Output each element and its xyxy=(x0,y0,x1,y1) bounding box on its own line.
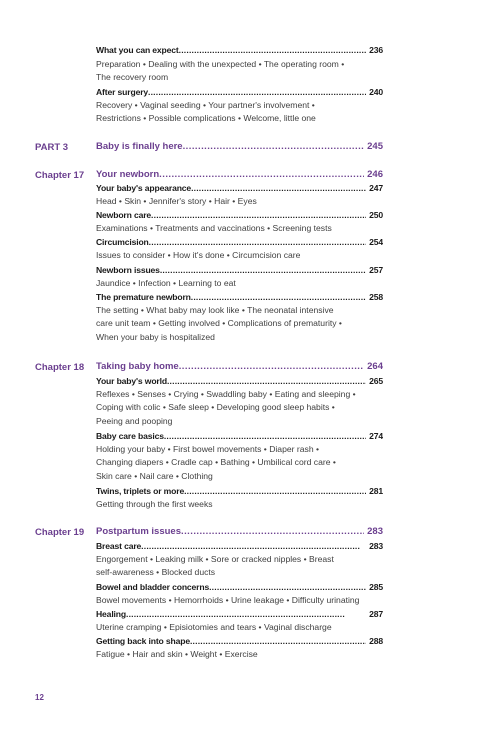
toc-subtopics xyxy=(96,498,386,511)
toc-section[interactable] xyxy=(96,209,383,221)
toc-section-title: Bowel and bladder concerns xyxy=(96,582,210,592)
toc-page-number: 257 xyxy=(369,265,383,275)
toc-section-title: What you can expect xyxy=(96,45,179,55)
leader-dots xyxy=(149,236,366,248)
leader-dots xyxy=(181,526,364,538)
toc-section[interactable] xyxy=(96,182,383,194)
leader-dots xyxy=(164,430,366,442)
toc-subtopics xyxy=(96,304,386,344)
chapter-label: Chapter 19 xyxy=(35,527,85,538)
toc-chapter-entry[interactable] xyxy=(96,361,383,373)
toc-subtopic-line: self-awareness • Blocked ducts xyxy=(96,567,216,578)
toc-subtopic-line: Uterine cramping • Episiotomies and tears • Vaginal discharge xyxy=(96,622,332,632)
toc-subtopics xyxy=(96,58,386,85)
toc-subtopics xyxy=(96,443,386,483)
toc-chapter-entry[interactable] xyxy=(96,169,383,181)
toc-section-title: Twins, triplets or more xyxy=(96,486,185,496)
toc-chapter-entry[interactable] xyxy=(96,526,383,538)
toc-section-title: Your baby's world xyxy=(96,376,167,386)
toc-subtopic-line: Peeing and pooping xyxy=(96,415,173,426)
toc-page-number: 265 xyxy=(369,376,383,386)
toc-subtopic-line: Recovery • Vaginal seeding • Your partner's involvement • xyxy=(96,100,315,110)
leader-dots xyxy=(191,291,366,303)
toc-page-number: 287 xyxy=(369,609,383,619)
toc-page-number: 247 xyxy=(369,183,383,193)
toc-section[interactable] xyxy=(96,581,383,593)
toc-subtopic-line: Holding your baby • First bowel movements • Diaper rash • xyxy=(96,444,320,454)
leader-dots xyxy=(148,86,366,98)
toc-page-number: 285 xyxy=(369,582,383,592)
leader-dots xyxy=(159,169,364,181)
leader-dots xyxy=(184,485,366,497)
folio-page-number: 12 xyxy=(35,693,44,702)
toc-subtopic-line: Skin care • Nail care • Clothing xyxy=(96,470,213,481)
toc-subtopic-line: Engorgement • Leaking milk • Sore or cracked nipples • Breast xyxy=(96,554,334,564)
toc-subtopic-line: Examinations • Treatments and vaccinations • Screening tests xyxy=(96,223,332,233)
toc-section[interactable] xyxy=(96,608,383,620)
leader-dots xyxy=(179,44,366,56)
toc-subtopic-line: Restrictions • Possible complications • Welcome, little one xyxy=(96,113,316,124)
toc-subtopics xyxy=(96,195,386,208)
toc-section[interactable] xyxy=(96,86,383,98)
toc-page-number: 245 xyxy=(367,141,383,152)
toc-subtopic-line: Getting through the first weeks xyxy=(96,499,213,509)
toc-page-number: 258 xyxy=(369,292,383,302)
toc-subtopic-line: Head • Skin • Jennifer's story • Hair • Eyes xyxy=(96,196,257,206)
leader-dots xyxy=(209,581,366,593)
toc-subtopics xyxy=(96,553,386,580)
part-label: PART 3 xyxy=(35,142,69,153)
toc-subtopic-line: Fatigue • Hair and skin • Weight • Exercise xyxy=(96,649,258,659)
leader-dots xyxy=(141,540,366,552)
toc-subtopics xyxy=(96,277,386,290)
toc-page-number: 281 xyxy=(369,486,383,496)
toc-page-number: 240 xyxy=(369,87,383,97)
toc-chapter-title: Taking baby home xyxy=(96,361,179,372)
toc-section-title: Breast care xyxy=(96,541,142,551)
toc-subtopic-line: The recovery room xyxy=(96,72,169,83)
toc-section[interactable] xyxy=(96,44,383,56)
toc-section-title: Baby care basics xyxy=(96,431,164,441)
toc-section-title: Healing xyxy=(96,609,126,619)
toc-subtopics xyxy=(96,594,386,607)
toc-subtopics xyxy=(96,621,386,634)
toc-subtopic-line: Issues to consider • How it's done • Circumcision care xyxy=(96,250,301,260)
toc-page-number: 283 xyxy=(369,541,383,551)
toc-section-title: Circumcision xyxy=(96,237,149,247)
toc-subtopic-line: Jaundice • Infection • Learning to eat xyxy=(96,278,236,288)
toc-section-title: The premature newborn xyxy=(96,292,191,302)
toc-section-title: Your baby's appearance xyxy=(96,183,192,193)
toc-subtopic-line: care unit team • Getting involved • Complications of prematurity • xyxy=(96,318,342,329)
leader-dots xyxy=(190,635,366,647)
toc-section[interactable] xyxy=(96,635,383,647)
leader-dots xyxy=(167,375,366,387)
toc-section[interactable] xyxy=(96,485,383,497)
toc-section[interactable] xyxy=(96,430,383,442)
toc-page-number: 254 xyxy=(369,237,383,247)
toc-subtopics xyxy=(96,99,386,126)
toc-page-number: 274 xyxy=(369,431,383,441)
leader-dots xyxy=(151,209,366,221)
chapter-label: Chapter 18 xyxy=(35,362,85,373)
toc-page-number: 264 xyxy=(367,361,383,372)
leader-dots xyxy=(183,141,365,153)
chapter-label: Chapter 17 xyxy=(35,170,85,181)
toc-section[interactable] xyxy=(96,291,383,303)
toc-subtopic-line: Changing diapers • Cradle cap • Bathing • Umbilical cord care • xyxy=(96,457,336,468)
leader-dots xyxy=(191,182,366,194)
toc-page-number: 288 xyxy=(369,636,383,646)
toc-subtopic-line: Coping with colic • Safe sleep • Developing good sleep habits • xyxy=(96,402,335,413)
toc-section-title: Getting back into shape xyxy=(96,636,190,646)
toc-subtopic-line: Reflexes • Senses • Crying • Swaddling baby • Eating and sleeping • xyxy=(96,389,356,399)
leader-dots xyxy=(179,361,364,373)
toc-section-title: After surgery xyxy=(96,87,149,97)
toc-page-number: 236 xyxy=(369,45,383,55)
toc-page-number: 246 xyxy=(367,169,383,180)
toc-page-number: 283 xyxy=(367,526,383,537)
toc-subtopic-line: The setting • What baby may look like • The neonatal intensive xyxy=(96,305,334,315)
toc-chapter-title: Postpartum issues xyxy=(96,526,181,537)
leader-dots xyxy=(160,264,366,276)
toc-subtopics xyxy=(96,249,386,262)
toc-subtopics xyxy=(96,648,386,661)
toc-subtopics xyxy=(96,222,386,235)
toc-section-title: Newborn care xyxy=(96,210,152,220)
toc-subtopic-line: Preparation • Dealing with the unexpected • The operating room • xyxy=(96,59,345,69)
toc-part-title: Baby is finally here xyxy=(96,141,183,152)
toc-section[interactable] xyxy=(96,375,383,387)
toc-subtopic-line: Bowel movements • Hemorrhoids • Urine leakage • Difficulty urinating xyxy=(96,595,360,605)
toc-section-title: Newborn issues xyxy=(96,265,160,275)
toc-section[interactable] xyxy=(96,236,383,248)
toc-chapter-title: Your newborn xyxy=(96,169,160,180)
toc-section[interactable] xyxy=(96,264,383,276)
toc-section[interactable] xyxy=(96,540,383,552)
toc-part-entry[interactable] xyxy=(96,141,383,153)
toc-page-number: 250 xyxy=(369,210,383,220)
toc-subtopic-line: When your baby is hospitalized xyxy=(96,331,215,342)
toc-subtopics xyxy=(96,388,386,428)
leader-dots xyxy=(126,608,366,620)
